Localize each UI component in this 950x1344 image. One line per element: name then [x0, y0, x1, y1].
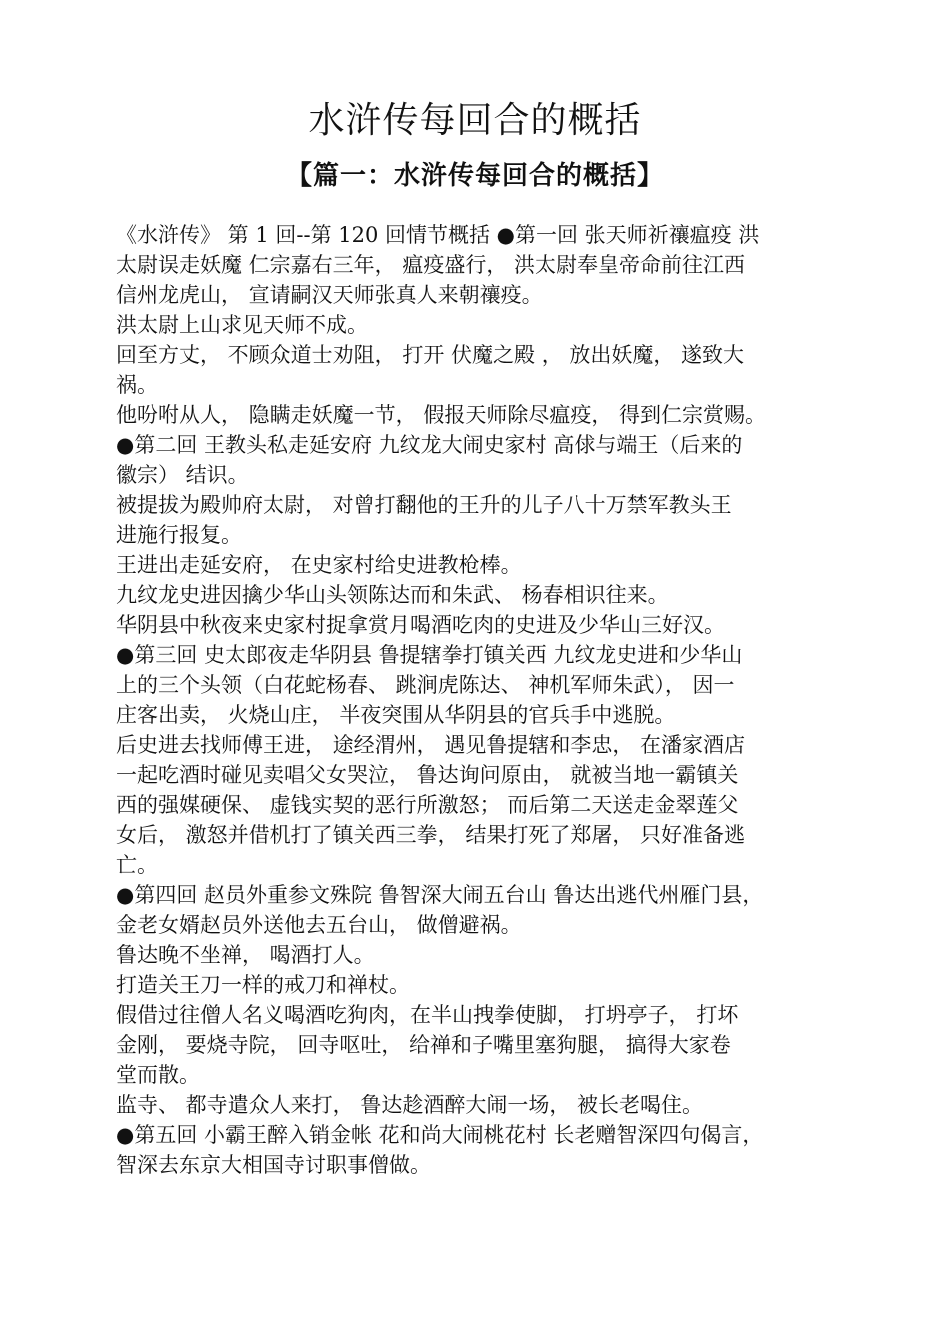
- text-line: ●第五回 小霸王醉入销金帐 花和尚大闹桃花村 长老赠智深四句偈言，: [116, 1123, 764, 1147]
- text-line: 亡。: [116, 853, 158, 877]
- text-line: 女后， 激怒并借机打了镇关西三拳， 结果打死了郑屠， 只好准备逃: [116, 823, 746, 847]
- text-line: 被提拔为殿帅府太尉， 对曾打翻他的王升的儿子八十万禁军教头王: [116, 493, 732, 517]
- text-line: ●第三回 史太郎夜走华阴县 鲁提辖拳打镇关西 九纹龙史进和少华山: [116, 643, 743, 667]
- text-line: 鲁达晚不坐禅， 喝酒打人。: [116, 943, 375, 967]
- text-line: 智深去东京大相国寺讨职事僧做。: [116, 1153, 431, 1177]
- text-line: 回至方丈， 不顾众道士劝阻， 打开 伏魔之殿 ， 放出妖魔， 遂致大: [116, 343, 745, 367]
- text-line: 《水浒传》 第 1 回--第 120 回情节概括 ●第一回 张天师祈禳瘟疫 洪: [116, 223, 760, 247]
- text-line: 华阴县中秋夜来史家村捉拿赏月喝酒吃肉的史进及少华山三好汉。: [116, 613, 725, 637]
- text-line: 进施行报复。: [116, 523, 242, 547]
- text-line: 上的三个头领（白花蛇杨春、 跳涧虎陈达、 神机军师朱武）， 因一: [116, 673, 735, 697]
- text-line: 庄客出卖， 火烧山庄， 半夜突围从华阴县的官兵手中逃脱。: [116, 703, 676, 727]
- text-line: 徽宗） 结识。: [116, 463, 249, 487]
- text-line: 假借过往僧人名义喝酒吃狗肉，在半山拽拳使脚， 打坍亭子， 打坏: [116, 1003, 739, 1027]
- text-line: 金刚， 要烧寺院， 回寺呕吐， 给禅和子嘴里塞狗腿， 搞得大家卷: [116, 1033, 731, 1057]
- document-title: 水浒传每回合的概括: [308, 100, 642, 141]
- text-line: 洪太尉上山求见天师不成。: [116, 313, 368, 337]
- text-line: 一起吃酒时碰见卖唱父女哭泣， 鲁达询问原由， 就被当地一霸镇关: [116, 763, 739, 787]
- text-line: 堂而散。: [116, 1063, 200, 1087]
- text-line: 监寺、 都寺遣众人来打， 鲁达趁酒醉大闹一场， 被长老喝住。: [116, 1093, 704, 1117]
- text-line: ●第二回 王教头私走延安府 九纹龙大闹史家村 高俅与端王（后来的: [116, 433, 743, 457]
- text-line: 太尉误走妖魔 仁宗嘉右三年， 瘟疫盛行， 洪太尉奉皇帝命前往江西: [116, 253, 746, 277]
- text-line: 西的强媒硬保、 虚钱实契的恶行所激怒； 而后第二天送走金翠莲父: [116, 793, 739, 817]
- text-line: 信州龙虎山， 宣请嗣汉天师张真人来朝禳疫。: [116, 283, 543, 307]
- text-line: 他吩咐从人， 隐瞒走妖魔一节， 假报天师除尽瘟疫， 得到仁宗赏赐。: [116, 403, 767, 427]
- text-line: 打造关王刀一样的戒刀和禅杖。: [116, 973, 410, 997]
- text-line: 王进出走延安府， 在史家村给史进教枪棒。: [116, 553, 522, 577]
- text-line: 九纹龙史进因擒少华山头领陈达而和朱武、 杨春相识往来。: [116, 583, 669, 607]
- text-line: 金老女婿赵员外送他去五台山， 做僧避祸。: [116, 913, 522, 937]
- text-line: 祸。: [116, 373, 158, 397]
- document-body: [116, 220, 856, 1180]
- document-subtitle: 【篇一：水浒传每回合的概括】: [285, 161, 664, 191]
- text-line: 后史进去找师傅王进， 途经渭州， 遇见鲁提辖和李忠， 在潘家酒店: [116, 733, 746, 757]
- text-line: ●第四回 赵员外重参文殊院 鲁智深大闹五台山 鲁达出逃代州雁门县，: [116, 883, 764, 907]
